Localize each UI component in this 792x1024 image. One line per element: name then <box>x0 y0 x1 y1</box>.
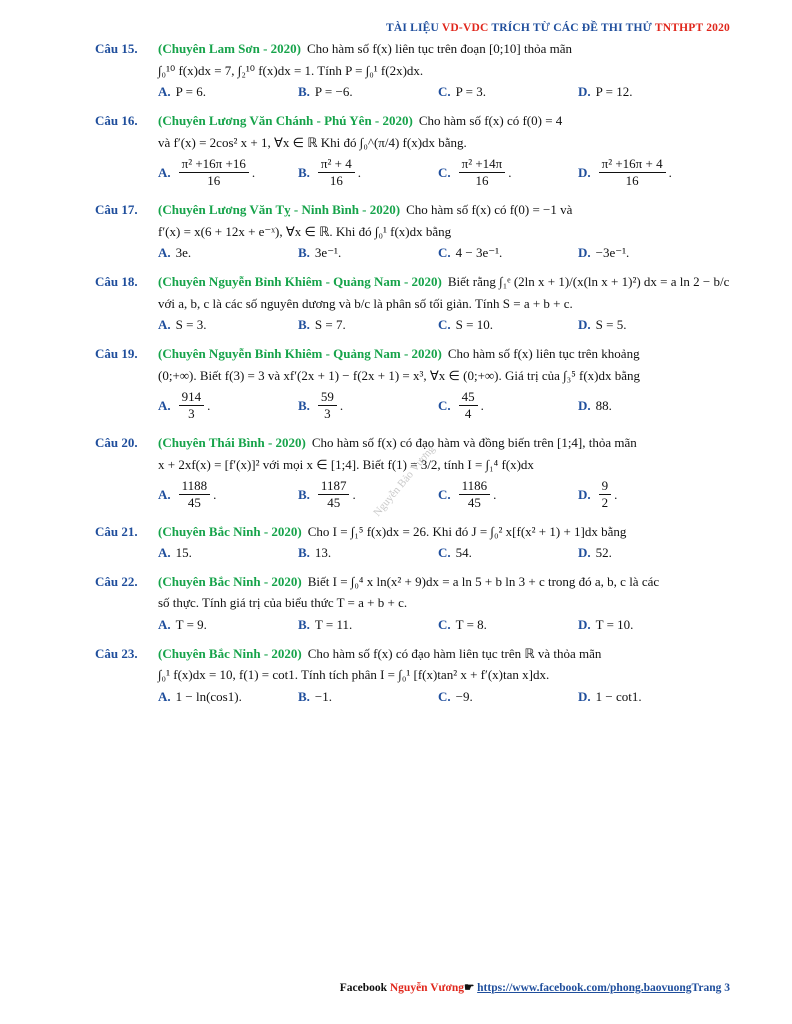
answer-label: B. <box>298 164 310 180</box>
question-stem <box>158 201 731 219</box>
answer-label: A. <box>158 544 171 560</box>
answer-text: −1. <box>314 688 333 704</box>
answer-option[interactable] <box>298 84 438 100</box>
answer-text: S = 10. <box>455 317 493 333</box>
question-number: Câu 19. <box>95 346 138 362</box>
answer-text: T = 11. <box>314 616 353 632</box>
answer-option[interactable] <box>438 617 578 633</box>
answer-label: A. <box>158 317 171 333</box>
question-23 <box>95 645 731 705</box>
answer-label: D. <box>578 688 591 704</box>
answer-text: P = 3. <box>455 84 486 100</box>
fraction-denominator: 3 <box>324 406 331 422</box>
answer-fraction <box>318 389 337 422</box>
answer-options <box>95 245 731 261</box>
footer-author: Nguyễn Vương <box>389 982 464 994</box>
question-source: (Chuyên Thái Bình - 2020) <box>158 435 306 451</box>
question-source: (Chuyên Bắc Ninh - 2020) <box>158 645 302 661</box>
answer-option[interactable] <box>298 617 438 633</box>
answer-option[interactable] <box>578 689 718 705</box>
answer-fraction <box>599 156 666 189</box>
header-part1: TÀI LIỆU <box>386 22 442 34</box>
question-text: Cho hàm số f(x) có đạo hàm liên tục trên ℝ và thỏa mãn <box>307 645 602 661</box>
question-number: Câu 21. <box>95 524 138 540</box>
question-continuation: x + 2xf(x) = [f′(x)]² với mọi x ∈ [1;4]. Biết f(1) = 3/2, tính I = ∫₁⁴ f(x)dx <box>158 456 534 472</box>
answer-option[interactable] <box>578 245 718 261</box>
fraction-numerator: π² +14π <box>459 156 506 173</box>
fraction-numerator: 59 <box>318 389 337 406</box>
fraction-numerator: 9 <box>599 478 612 495</box>
fraction-numerator: π² +16π + 4 <box>599 156 666 173</box>
question-text: Cho hàm số f(x) liên tục trên khoảng <box>447 346 640 362</box>
question-number: Câu 16. <box>95 113 138 129</box>
answer-label: B. <box>298 544 310 560</box>
answer-label: C. <box>438 397 451 413</box>
answer-option[interactable] <box>578 389 718 422</box>
answer-option[interactable] <box>158 245 298 261</box>
answer-fraction <box>318 156 355 189</box>
answer-option[interactable] <box>438 245 578 261</box>
fraction-denominator: 45 <box>467 495 481 511</box>
question-text: Cho hàm số f(x) có f(0) = −1 và <box>406 202 573 218</box>
question-number: Câu 18. <box>95 274 138 290</box>
answer-options <box>95 156 731 189</box>
answer-text: 15. <box>175 544 192 560</box>
fraction-denominator: 2 <box>601 495 609 511</box>
answer-text: 1 − ln(cos1). <box>175 688 242 704</box>
question-17 <box>95 201 731 261</box>
facebook-link[interactable]: https://www.facebook.com/phong.baovuong <box>477 982 692 994</box>
answer-option[interactable] <box>578 84 718 100</box>
answer-label: B. <box>298 245 310 261</box>
question-number: Câu 22. <box>95 573 138 589</box>
question-number: Câu 20. <box>95 435 138 451</box>
answer-option[interactable] <box>438 84 578 100</box>
question-stem <box>158 434 731 452</box>
question-source: (Chuyên Lương Văn Chánh - Phú Yên - 2020) <box>158 113 413 129</box>
answer-text: S = 7. <box>314 317 346 333</box>
answer-label: B. <box>298 616 310 632</box>
answer-text: T = 8. <box>455 616 487 632</box>
answer-text: 1 − cot1. <box>595 688 642 704</box>
answer-option[interactable] <box>578 545 718 561</box>
answer-label: C. <box>438 164 451 180</box>
question-stem <box>158 573 731 591</box>
answer-label: D. <box>578 616 591 632</box>
answer-label: B. <box>298 486 310 502</box>
answer-text: −3e⁻¹. <box>595 245 630 261</box>
answer-option[interactable] <box>438 317 578 333</box>
answer-option[interactable] <box>158 84 298 100</box>
answer-text: S = 3. <box>175 317 207 333</box>
answer-option[interactable]: D. $\frac{9}{2}$ . <box>578 478 618 511</box>
answer-label: A. <box>158 616 171 632</box>
question-stem <box>158 112 731 130</box>
answer-label: D. <box>578 164 591 180</box>
header-part4: TNTHPT 2020 <box>654 22 730 34</box>
answer-options <box>95 389 731 422</box>
answer-text: S = 5. <box>595 317 627 333</box>
question-text: Biết rằng ∫₁ᵉ (2ln x + 1)/(x(ln x + 1)²) dx = a ln 2 − b/c <box>447 274 730 290</box>
answer-fraction <box>179 478 211 511</box>
answer-option[interactable]: A. $\frac{\text{π² +16π +16}}{16}$ . <box>158 156 256 189</box>
answer-label: A. <box>158 397 171 413</box>
answer-label: B. <box>298 317 310 333</box>
question-continuation: ∫₀¹⁰ f(x)dx = 7, ∫₂¹⁰ f(x)dx = 1. Tính P = ∫₀¹ f(2x)dx. <box>158 62 424 78</box>
answer-option[interactable] <box>298 689 438 705</box>
fraction-numerator: 914 <box>179 389 205 406</box>
answer-label: B. <box>298 688 310 704</box>
fraction-numerator: 45 <box>459 389 478 406</box>
answer-option[interactable]: B. $\frac{1187}{45}$ . <box>298 478 356 511</box>
answer-option[interactable]: A. $\frac{1188}{45}$ . <box>158 478 217 511</box>
answer-option[interactable] <box>298 317 438 333</box>
answer-text: −9. <box>455 688 473 704</box>
answer-label: D. <box>578 245 591 261</box>
question-source: (Chuyên Bắc Ninh - 2020) <box>158 524 302 540</box>
question-source: (Chuyên Lam Sơn - 2020) <box>158 41 301 56</box>
question-stem <box>158 273 731 291</box>
answer-label: C. <box>438 245 451 261</box>
answer-option[interactable] <box>298 245 438 261</box>
answer-label: D. <box>578 84 591 100</box>
question-21 <box>95 523 731 561</box>
fraction-denominator: 45 <box>327 495 341 511</box>
question-source: (Chuyên Lương Văn Tỵ - Ninh Bình - 2020) <box>158 202 401 218</box>
question-stem <box>158 645 731 663</box>
answer-text: P = −6. <box>314 84 353 100</box>
page-footer <box>340 980 730 994</box>
page-header <box>386 22 730 34</box>
question-number: Câu 15. <box>95 41 138 56</box>
question-continuation: (0;+∞). Biết f(3) = 3 và xf′(2x + 1) − f(2x + 1) = x³, ∀x ∈ (0;+∞). Giá trị của ∫₃⁵ f(x)dx bằng <box>158 367 640 383</box>
question-source: (Chuyên Nguyễn Bỉnh Khiêm - Quảng Nam - 2020) <box>158 274 442 290</box>
answer-option[interactable]: B. $\frac{59}{3}$ . <box>298 389 344 422</box>
answer-option[interactable] <box>158 689 298 705</box>
question-stem <box>158 523 731 541</box>
answer-fraction <box>599 478 612 511</box>
fraction-denominator: 4 <box>464 406 472 422</box>
header-part3: TRÍCH TỪ CÁC ĐỀ THI THỬ <box>488 22 655 34</box>
answer-options <box>95 478 731 511</box>
answer-option[interactable] <box>578 617 718 633</box>
question-stem <box>158 40 731 58</box>
hand-icon: ☛ <box>463 982 478 994</box>
answer-text: P = 6. <box>175 84 206 100</box>
question-continuation: với a, b, c là các số nguyên dương và b/c là phân số tối giản. Tính S = a + b + c. <box>158 295 573 311</box>
question-source: (Chuyên Bắc Ninh - 2020) <box>158 573 302 589</box>
answer-label: D. <box>578 397 591 413</box>
answer-option[interactable] <box>438 689 578 705</box>
answer-option[interactable] <box>158 617 298 633</box>
fraction-denominator: 16 <box>329 173 343 189</box>
answer-label: A. <box>158 245 171 261</box>
answer-option[interactable] <box>438 545 578 561</box>
answer-label: C. <box>438 317 451 333</box>
answer-label: A. <box>158 84 171 100</box>
answer-option[interactable] <box>158 545 298 561</box>
answer-label: C. <box>438 486 451 502</box>
fraction-numerator: 1188 <box>179 478 211 495</box>
answer-text: T = 9. <box>175 616 207 632</box>
answer-text: 4 − 3e⁻¹. <box>455 245 503 261</box>
fraction-denominator: 16 <box>625 173 639 189</box>
answer-label: D. <box>578 544 591 560</box>
fraction-numerator: π² + 4 <box>318 156 355 173</box>
footer-prefix: Facebook <box>339 982 390 994</box>
question-number: Câu 23. <box>95 645 138 661</box>
answer-text: 88. <box>595 397 612 413</box>
answer-label: A. <box>158 688 171 704</box>
question-text: Cho I = ∫₁⁵ f(x)dx = 26. Khi đó J = ∫₀² x[f(x² + 1) + 1]dx bằng <box>307 524 627 540</box>
question-text: Cho hàm số f(x) có đạo hàm và đồng biến trên [1;4], thỏa mãn <box>311 435 637 451</box>
question-list <box>95 40 731 717</box>
fraction-numerator: 1187 <box>318 478 350 495</box>
question-number: Câu 17. <box>95 202 138 218</box>
answer-label: C. <box>438 616 451 632</box>
answer-fraction <box>459 156 506 189</box>
answer-label: A. <box>158 164 171 180</box>
answer-option[interactable] <box>158 317 298 333</box>
fraction-numerator: 1186 <box>459 478 491 495</box>
answer-options <box>95 84 731 100</box>
page-number: Trang 3 <box>691 982 730 994</box>
answer-label: B. <box>298 397 310 413</box>
answer-text: 13. <box>314 544 332 560</box>
question-stem <box>158 345 731 363</box>
answer-option[interactable] <box>578 317 718 333</box>
question-continuation: ∫₀¹ f(x)dx = 10, f(1) = cot1. Tính tích phân I = ∫₀¹ [f(x)tan² x + f′(x)tan x]dx. <box>158 667 550 683</box>
header-part2: VD-VDC <box>441 22 489 34</box>
fraction-denominator: 45 <box>187 495 201 511</box>
answer-text: P = 12. <box>595 84 633 100</box>
answer-option[interactable]: A. $\frac{914}{3}$ . <box>158 389 211 422</box>
answer-option[interactable]: C. $\frac{45}{4}$ . <box>438 389 484 422</box>
answer-text: T = 10. <box>595 616 634 632</box>
answer-options <box>95 545 731 561</box>
answer-label: C. <box>438 84 451 100</box>
question-text: Biết I = ∫₀⁴ x ln(x² + 9)dx = a ln 5 + b ln 3 + c trong đó a, b, c là các <box>307 573 660 589</box>
answer-fraction <box>459 389 478 422</box>
answer-text: 3e⁻¹. <box>314 245 342 261</box>
answer-label: D. <box>578 317 591 333</box>
answer-options <box>95 689 731 705</box>
question-16 <box>95 112 731 189</box>
answer-fraction <box>318 478 350 511</box>
fraction-denominator: 3 <box>188 406 195 422</box>
watermark: Nguyễn Bảo Vương <box>371 443 438 519</box>
question-text: Cho hàm số f(x) có f(0) = 4 <box>418 113 563 129</box>
answer-fraction <box>179 156 249 189</box>
answer-text: 52. <box>595 544 612 560</box>
answer-label: C. <box>438 544 451 560</box>
answer-label: A. <box>158 486 171 502</box>
answer-text: 3e. <box>175 245 192 261</box>
answer-text: 54. <box>455 544 472 560</box>
answer-label: B. <box>298 84 310 100</box>
fraction-denominator: 16 <box>207 173 221 189</box>
question-continuation: số thực. Tính giá trị của biểu thức T = a + b + c. <box>158 595 408 611</box>
answer-fraction <box>179 389 205 422</box>
answer-options <box>95 317 731 333</box>
question-continuation: f′(x) = x(6 + 12x + e⁻ˣ), ∀x ∈ ℝ. Khi đó ∫₀¹ f(x)dx bằng <box>158 223 452 239</box>
answer-label: D. <box>578 486 591 502</box>
fraction-numerator: π² +16π +16 <box>179 156 249 173</box>
question-19 <box>95 345 731 422</box>
question-20 <box>95 434 731 511</box>
question-text: Cho hàm số f(x) liên tục trên đoạn [0;10] thỏa mãn <box>307 41 572 56</box>
answer-fraction <box>459 478 491 511</box>
answer-option[interactable] <box>298 545 438 561</box>
fraction-denominator: 16 <box>475 173 489 189</box>
question-15 <box>95 40 731 100</box>
question-18 <box>95 273 731 333</box>
answer-option[interactable]: C. $\frac{\text{π² +14π}}{16}$ . <box>438 156 512 189</box>
answer-options <box>95 617 731 633</box>
answer-label: C. <box>438 688 451 704</box>
question-22 <box>95 573 731 633</box>
answer-option[interactable]: D. $\frac{\text{π² +16π + 4}}{16}$ . <box>578 156 672 189</box>
question-source: (Chuyên Nguyễn Bỉnh Khiêm - Quảng Nam - 2020) <box>158 346 442 362</box>
answer-option[interactable]: B. $\frac{\text{π² + 4}}{16}$ . <box>298 156 361 189</box>
question-continuation: và f′(x) = 2cos² x + 1, ∀x ∈ ℝ Khi đó ∫₀^(π/4) f(x)dx bằng. <box>158 134 467 150</box>
answer-option[interactable]: C. $\frac{1186}{45}$ . <box>438 478 497 511</box>
